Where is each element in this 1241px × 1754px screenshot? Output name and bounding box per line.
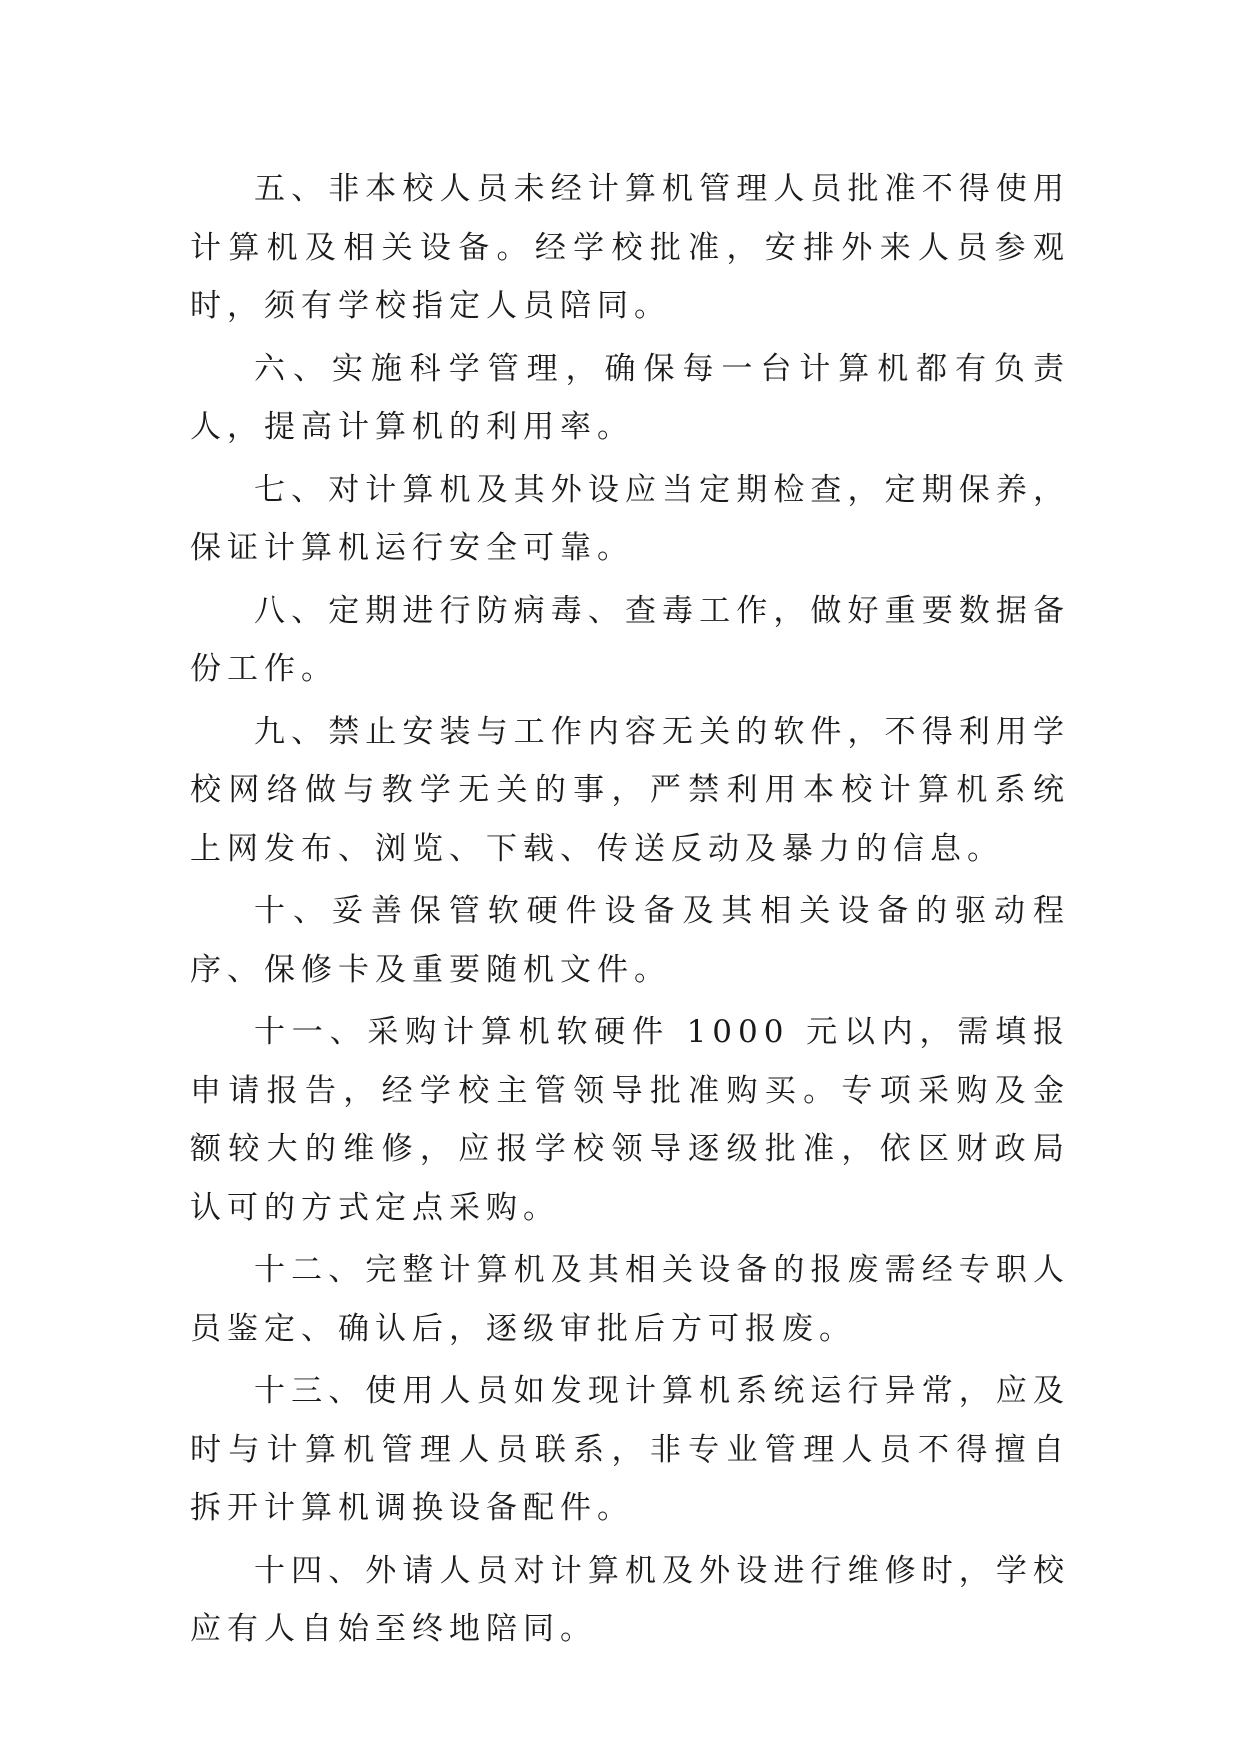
- paragraph-rule-6: 六、实施科学管理，确保每一台计算机都有负责人，提高计算机的利用率。: [190, 350, 1070, 445]
- paragraph-rule-12: 十二、完整计算机及其相关设备的报废需经专职人员鉴定、确认后，逐级审批后方可报废。: [190, 1252, 1070, 1347]
- paragraph-rule-9: 九、禁止安装与工作内容无关的软件，不得利用学校网络做与教学无关的事，严禁利用本校计算机系统上网发布、浏览、下载、传送反动及暴力的信息。: [190, 713, 1070, 867]
- paragraph-rule-8: 八、定期进行防病毒、查毒工作，做好重要数据备份工作。: [190, 592, 1070, 687]
- paragraph-rule-14: 十四、外请人员对计算机及外设进行维修时，学校应有人自始至终地陪同。: [190, 1552, 1070, 1647]
- paragraph-rule-11: 十一、采购计算机软硬件 1000 元以内，需填报申请报告，经学校主管领导批准购买。专项采购及金额较大的维修，应报学校领导逐级批准，依区财政局认可的方式定点采购。: [190, 1014, 1070, 1226]
- paragraph-rule-13: 十三、使用人员如发现计算机系统运行异常，应及时与计算机管理人员联系，非专业管理人员不得擅自拆开计算机调换设备配件。: [190, 1373, 1070, 1526]
- document-body: [190, 160, 1070, 1663]
- paragraph-rule-10: 十、妥善保管软硬件设备及其相关设备的驱动程序、保修卡及重要随机文件。: [190, 893, 1070, 988]
- paragraph-rule-5: 五、非本校人员未经计算机管理人员批准不得使用计算机及相关设备。经学校批准，安排外来人员参观时，须有学校指定人员陪同。: [190, 171, 1070, 324]
- paragraph-rule-7: 七、对计算机及其外设应当定期检查，定期保养，保证计算机运行安全可靠。: [190, 471, 1070, 566]
